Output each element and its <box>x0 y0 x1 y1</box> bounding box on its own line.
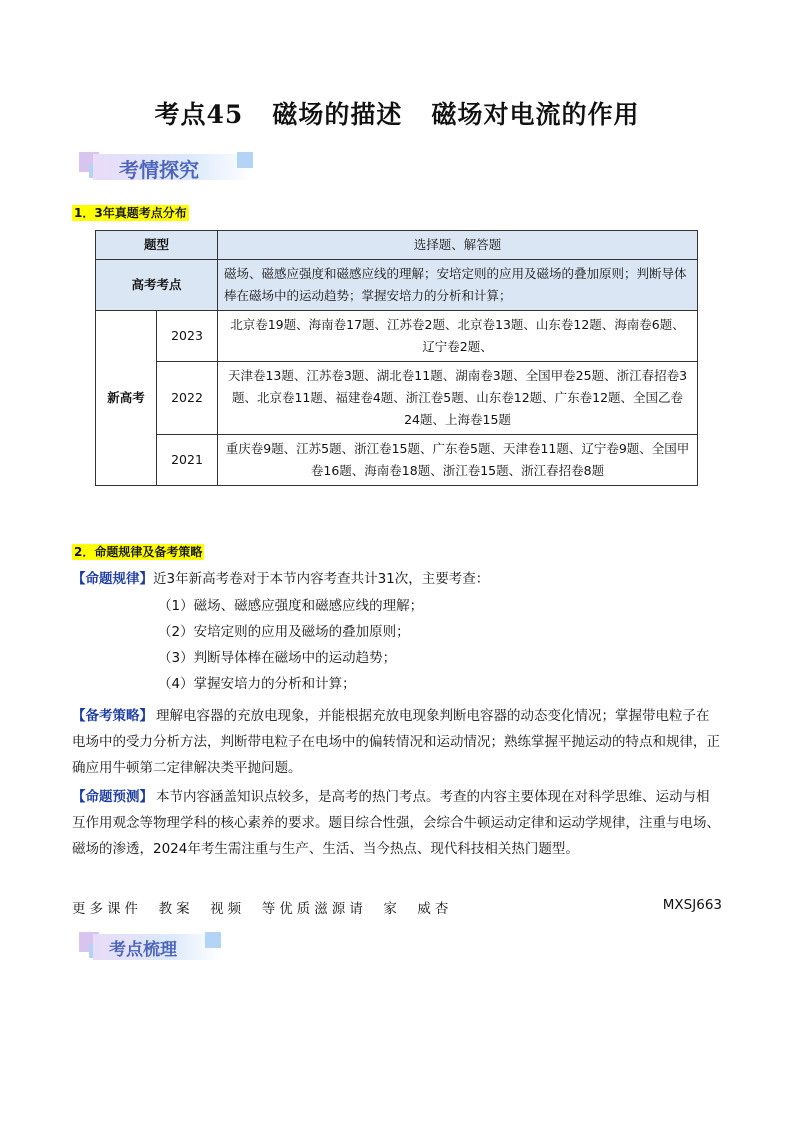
table-cell: 高考考点 <box>96 260 218 311</box>
list-item: （1）磁场、磁感应强度和磁感应线的理解； <box>158 598 424 614</box>
strategy-text: 理解电容器的充放电现象，并能根据充放电现象判断电容器的动态变化情况；掌握带电粒子在电场中的受力分析方法，判断带电粒子在电场中的偏转情况和运动情况；熟练掌握平抛运动的特点和规律，正确应用牛顿第二定律解决类平抛问题。 <box>72 708 720 776</box>
table-row <box>96 231 698 260</box>
list-item: （2）安培定则的应用及磁场的叠加原则； <box>158 624 410 640</box>
section-heading-1: 1．3年真题考点分布 <box>74 206 187 220</box>
promo-text: 更多课件 教案 视频 等优质滋源请 家 威杏 <box>72 901 453 917</box>
table-row <box>96 362 698 435</box>
rule-paragraph <box>72 566 722 592</box>
banner-title: 考情探究 <box>119 158 199 182</box>
page-title: 考点45 磁场的描述 磁场对电流的作用 <box>154 100 640 129</box>
exam-distribution-table <box>95 230 698 486</box>
forecast-text: 本节内容涵盖知识点较多，是高考的热门考点。考查的内容主要体现在对科学思维、运动与相互作用观念等物理学科的核心素养的要求。题目综合性强，会综合牛顿运动定律和运动学规律，注重与电场、磁场的渗透，2024年考生需注重与生产、生活、当今热点、现代科技相关热门题型。 <box>72 789 720 857</box>
table-cell: 题型 <box>96 231 218 260</box>
list-item: （4）掌握安培力的分析和计算； <box>158 676 356 692</box>
table-cell: 2022 <box>157 362 218 435</box>
forecast-tag: 【命题预测】 <box>72 789 153 805</box>
table-cell: 重庆卷9题、江苏5题、浙江卷15题、广东卷5题、天津卷11题、辽宁卷9题、全国甲卷16题、海南卷18题、浙江卷15题、浙江春招卷8题 <box>218 435 698 486</box>
promo-code: MXSJ663 <box>662 897 722 913</box>
rule-text: 近3年新高考卷对于本节内容考查共计31次，主要考查： <box>153 571 490 587</box>
rule-tag: 【命题规律】 <box>72 571 153 587</box>
rule-list <box>158 593 423 697</box>
list-item: （3）判断导体棒在磁场中的运动趋势； <box>158 650 397 666</box>
promo-line <box>72 897 722 917</box>
table-row <box>96 260 698 311</box>
table-cell: 天津卷13题、江苏卷3题、湖北卷11题、湖南卷3题、全国甲卷25题、浙江春招卷3题、北京卷11题、福建卷4题、浙江卷5题、山东卷12题、广东卷12题、全国乙卷24题、上海卷15题 <box>218 362 698 435</box>
table-cell: 磁场、磁感应强度和磁感应线的理解；安培定则的应用及磁场的叠加原则；判断导体棒在磁场中的运动趋势；掌握安培力的分析和计算； <box>218 260 698 311</box>
banner-title: 考点梳理 <box>109 940 177 960</box>
table-cell: 新高考 <box>96 311 157 486</box>
table-row <box>96 435 698 486</box>
table-cell: 选择题、解答题 <box>218 231 698 260</box>
table-row <box>96 311 698 362</box>
strategy-tag: 【备考策略】 <box>72 708 153 724</box>
table-cell: 2021 <box>157 435 218 486</box>
table-cell: 北京卷19题、海南卷17题、江苏卷2题、北京卷13题、山东卷12题、海南卷6题、辽宁卷2题、 <box>218 311 698 362</box>
banner-exam-analysis <box>79 152 269 182</box>
banner-key-points <box>79 932 239 962</box>
table-cell: 2023 <box>157 311 218 362</box>
section-heading-2: 2．命题规律及备考策略 <box>74 545 203 559</box>
